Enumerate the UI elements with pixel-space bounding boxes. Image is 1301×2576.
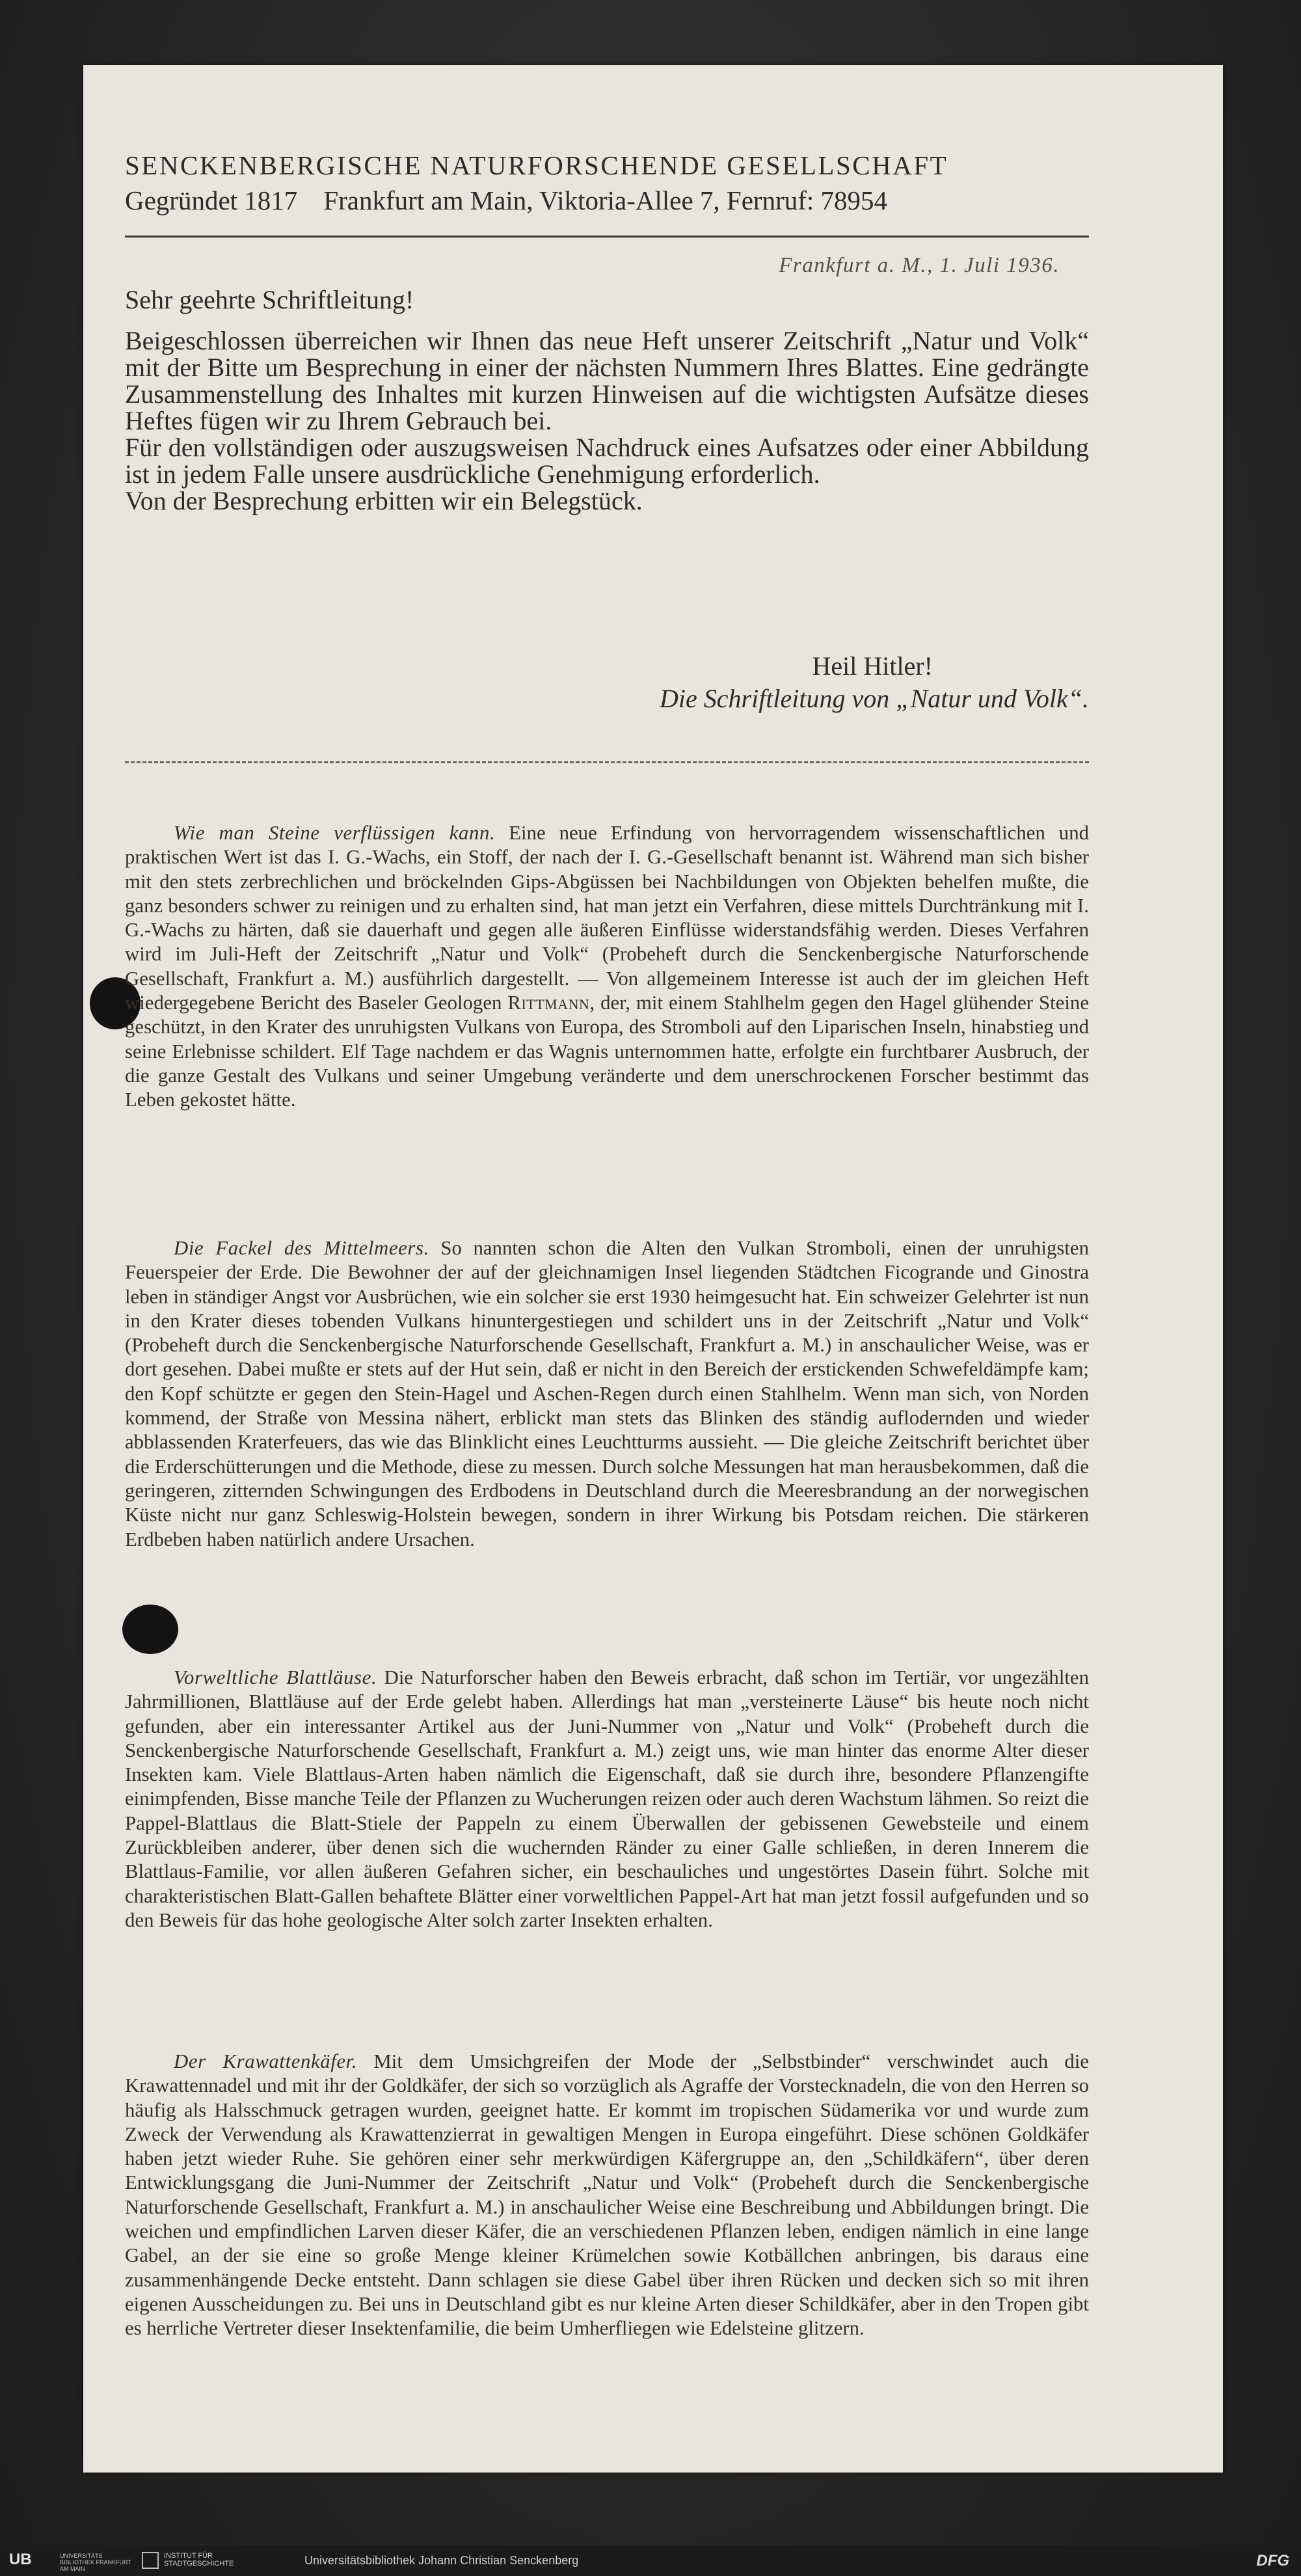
article-title: Die Fackel des Mittelmeers. [174, 1237, 429, 1259]
letter-paragraph-2: Für den vollständigen oder auszugsweisen Nachdruck eines Aufsatzes oder einer Abbildung ist in jedem Falle unsere ausdrückliche Genehmigung erforderlich. [125, 433, 1089, 489]
article-title: Vorweltliche Blattläuse. [174, 1666, 377, 1688]
institut-logo-text: INSTITUT FÜR STADTGESCHICHTE [164, 2552, 234, 2568]
letter-greeting: Heil Hitler! [812, 651, 933, 681]
punch-hole-lower [122, 1605, 178, 1654]
article-title: Wie man Steine verflüssigen kann. [174, 822, 496, 844]
article-blattlaeuse [125, 1666, 1089, 1932]
letterhead-address: Frankfurt am Main, Viktoria-Allee 7, Fernruf: 78954 [323, 185, 888, 215]
ub-logo-mark: UB [9, 2551, 32, 2568]
article-krawattenkaefer [125, 2050, 1089, 2341]
letterhead-society: SENCKENBERGISCHE NATURFORSCHENDE GESELLSCHAFT [125, 150, 948, 180]
library-credit: Universitätsbibliothek Johann Christian Senckenberg [304, 2554, 579, 2567]
article-fackel [125, 1236, 1089, 1552]
letterhead-founded: Gegründet 1817 [125, 185, 298, 215]
article-title: Der Krawattenkäfer. [174, 2050, 358, 2072]
dfg-logo[interactable]: DFG [1256, 2552, 1289, 2569]
institut-logo[interactable] [142, 2551, 278, 2571]
dashed-separator [125, 761, 1089, 763]
article-text: So nannten schon die Alten den Vulkan Stromboli, einen der unruhigsten Feuerspeier der Erde. Die Bewohner der auf der gleichnamigen Insel liegenden Städtchen Ficogrande und Ginostra leben in ständiger Angst vor Ausbrüchen, wie ein solcher sie erst 1930 heimgesucht hat. Ein schweizer Gelehrter ist nun in den Krater dieses tobenden Vulkans hinuntergestiegen und schildert uns in der Zeitschrift „Natur und Volk“ (Probeheft durch die Senckenbergische Naturforschende Gesellschaft, Frankfurt a. M.) in anschaulicher Weise, was er dort gesehen. Dabei mußte er stets auf der Hut sein, daß er nicht in den Bereich der erstickenden Schwefeldämpfe kam; den Kopf schützte er gegen den Stein-Hagel und Aschen-Regen durch einen Stahlhelm. Wenn man sich, von Norden kommend, der Straße von Messina nähert, erblickt man stets das Blinken des ständig auflodernden und wieder abblassenden Kraterfeuers, das wie das Blinklicht eines Leuchtturms aussieht. — Die gleiche Zeitschrift berichtet über die Erderschütterungen und die Methode, diese zu messen. Durch solche Messungen hat man herausbekommen, daß die geringeren, zitternden Schwingungen des Erdbodens in Deutschland durch die Meeresbrandung an der norwegischen Küste nicht nur ganz Schleswig-Holstein bewegen, sondern in ihrer Wirkung bis Potsdam reichen. Die stärkeren Erdbeben haben natürlich andere Ursachen. [125, 1237, 1090, 1551]
footer-bar [0, 2545, 1301, 2576]
ub-logo-subtitle: UNIVERSITÄTS BIBLIOTHEK FRANKFURT AM MAIN [60, 2553, 131, 2572]
article-text: Die Naturforscher haben den Beweis erbracht, daß schon im Tertiär, vor ungezählten Jahrmillionen, Blattläuse auf der Erde gelebt haben. Allerdings hat man „versteinerte Läuse“ bis heute noch nicht gefunden, aber ein interessanter Artikel aus der Juni-Nummer von „Natur und Volk“ (Probeheft durch die Senckenbergische Naturforschende Gesellschaft, Frankfurt a. M.) zeigt uns, wie man hinter das enorme Alter dieser Insekten kam. Viele Blattlaus-Arten haben nämlich die Eigenschaft, daß sie durch ihre, besondere Pflanzengifte einimpfenden, Bisse manche Teile der Pflanzen zu Wucherungen reizen oder auch deren Wachstum lähmen. So reizt die Pappel-Blattlaus die Blatt-Stiele der Pappeln zu einem Überwallen der gebissenen Gewebsteile und einem Zurückbleiben anderer, über denen sich die wuchernden Ränder zu einer Galle schließen, in deren Innerem die Blattlaus-Familie, vor allen äußeren Gefahren sicher, ein beschauliches und ungestörtes Dasein führt. Solche mit charakteristischen Blatt-Gallen behaftete Blätter einer vorweltlichen Pappel-Art hat man jetzt fossil aufgefunden und so den Beweis für das hohe geologische Alter solch zarter Insekten erhalten. [125, 1666, 1089, 1931]
letterhead-founded-line [125, 185, 1089, 216]
article-steine [125, 821, 1089, 1113]
article-text-continued: , der, mit einem Stahlhelm gegen den Hagel glühender Steine geschützt, in den Krater des unruhigsten Vulkans von Europa, des Stromboli auf den Liparischen Inseln, hinabstieg und seine Erlebnisse schildert. Elf Tage nachdem er das Wagnis unternommen hatte, erfolgte ein furchtbarer Ausbruch, der die ganze Gestalt des Vulkans und seiner Umgebung veränderte und dem unerschrockenen Forscher bestimmt das Leben gekostet hätte. [125, 992, 1089, 1111]
article-person-name: Rittmann [507, 992, 590, 1014]
letter-salutation: Sehr geehrte Schriftleitung! [125, 285, 414, 314]
institut-logo-icon [142, 2552, 159, 2569]
letter-signature: Die Schriftleitung von „Natur und Volk“. [660, 684, 1089, 713]
ub-logo[interactable] [9, 2551, 139, 2571]
dateline: Frankfurt a. M., 1. Juli 1936. [779, 254, 1060, 277]
article-text: Mit dem Umsichgreifen der Mode der „Selbstbinder“ verschwindet auch die Krawattennadel und mit ihr der Goldkäfer, der sich so vorzüglich als Agraffe der Vorstecknadeln, die von den Herren so häufig als Halsschmuck getragen wurden, geeignet hatte. Er kommt im tropischen Südamerika vor und wurde zum Zweck der Verwendung als Krawattenzierrat in gewaltigen Mengen in Europa eingeführt. Diese schönen Goldkäfer haben jetzt wieder Ruhe. Sie gehören einer sehr merkwürdigen Käfergruppe an, den „Schildkäfern“, über deren Entwicklungsgang die Juni-Nummer der Zeitschrift „Natur und Volk“ (Probeheft durch die Senckenbergische Naturforschende Gesellschaft, Frankfurt a. M.) in anschaulicher Weise eine Beschreibung und Abbildungen bringt. Die weichen und empfindlichen Larven dieser Käfer, die an verschiedenen Pflanzen leben, endigen nämlich in eine lange Gabel, an der sie eine so große Menge kleiner Krümelchen sowie Kotbällchen anbringen, bis daraus eine zusammenhängende Decke entsteht. Dann schlagen sie diese Gabel über ihren Rücken und decken sich so mit ihren eigenen Ausscheidungen zu. Bei uns in Deutschland gibt es nur kleine Arten dieser Schildkäfer, aber in den Tropen gibt es herrliche Vertreter dieser Insektenfamilie, die beim Umherfliegen wie Edelsteine glitzern. [125, 2050, 1090, 2340]
letter-paragraph-3: Von der Besprechung erbitten wir ein Belegstück. [125, 486, 643, 515]
article-text: Eine neue Erfindung von hervorragendem wissenschaftlichen und praktischen Wert ist das I. G.-Wachs, ein Stoff, der nach der I. G.-Gesellschaft benannt ist. Während man sich bisher mit den stets zerbrechlichen und bröckelnden Gips-Abgüssen bei Nachbildungen von Objekten behelfen mußte, die ganz besonders schwer zu reinigen und zu erhalten sind, hat man jetzt ein Verfahren, diese mittels Durchtränkung mit I. G.-Wachs zu härten, daß sie dauerhaft und gegen alle äußeren Einflüsse widerstandsfähig werden. Dieses Verfahren wird im Juli-Heft der Zeitschrift „Natur und Volk“ (Probeheft durch die Senckenbergische Naturforschende Gesellschaft, Frankfurt a. M.) ausführlich dargestellt. — Von allgemeinem Interesse ist auch der im gleichen Heft wiedergegebene Bericht des Baseler Geologen [125, 822, 1089, 1014]
letter-body [125, 286, 1089, 514]
letterhead-rule [125, 236, 1089, 237]
letter-paragraph-1: Beigeschlossen überreichen wir Ihnen das neue Heft unserer Zeitschrift „Natur und Volk“ mit der Bitte um Besprechung in einer der nächsten Nummern Ihres Blattes. Eine gedrängte Zusammenstellung des Inhaltes mit kurzen Hinweisen auf die wichtigsten Aufsätze dieses Heftes fügen wir zu Ihrem Gebrauch bei. [125, 326, 1089, 435]
